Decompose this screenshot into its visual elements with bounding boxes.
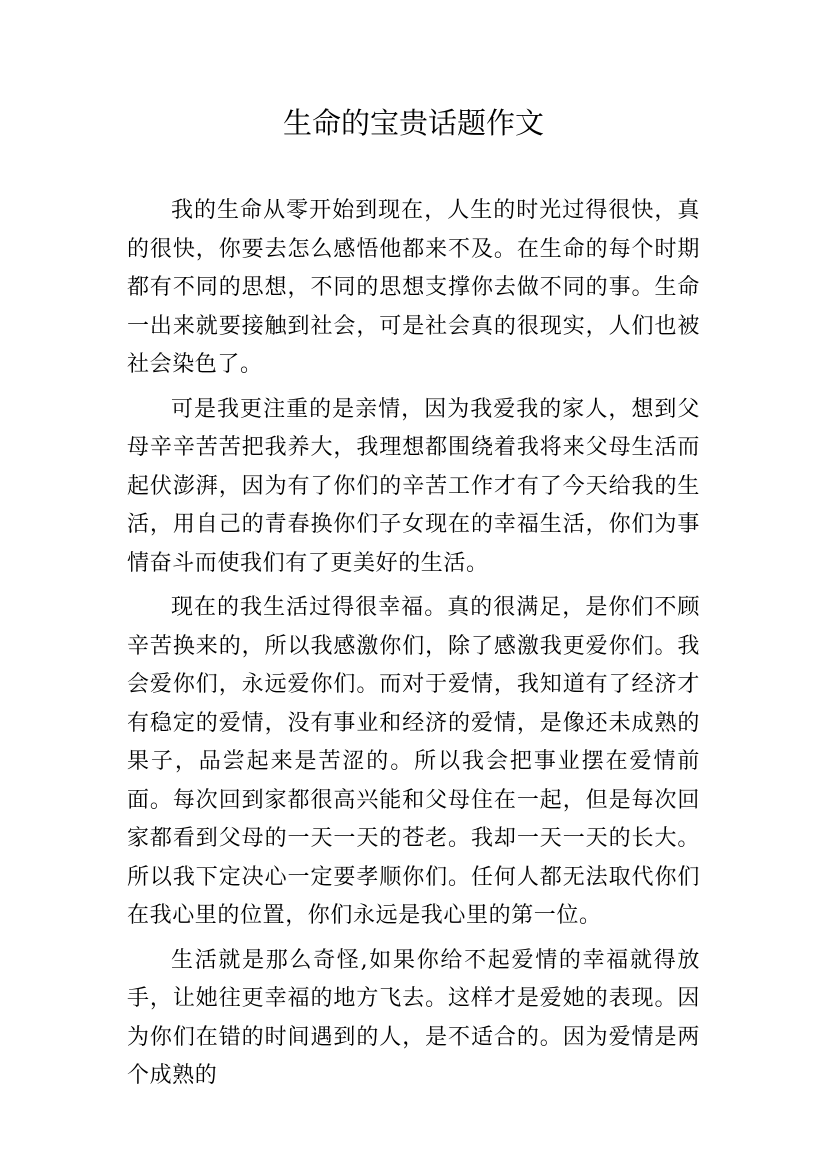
document-title: 生命的宝贵话题作文 bbox=[282, 106, 544, 140]
paragraph-4: 生活就是那么奇怪,如果你给不起爱情的幸福就得放手，让她往更幸福的地方飞去。这样才是爱她的表现。因为你们在错的时间遇到的人，是不适合的。因为爱情是两个成熟的 bbox=[127, 947, 700, 1088]
document-body bbox=[127, 192, 700, 1102]
paragraph-2: 可是我更注重的是亲情，因为我爱我的家人，想到父母辛辛苦苦把我养大，我理想都围绕着我将来父母生活而起伏澎湃，因为有了你们的辛苦工作才有了今天给我的生活，用自己的青春换你们子女现在的幸福生活，你们为事情奋斗而使我们有了更美好的生活。 bbox=[127, 396, 700, 576]
paragraph-1: 我的生命从零开始到现在，人生的时光过得很快，真的很快，你要去怎么感悟他都来不及。在生命的每个时期都有不同的思想，不同的思想支撑你去做不同的事。生命一出来就要接触到社会，可是社会真的很现实，人们也被社会染色了。 bbox=[127, 198, 700, 377]
paragraph-3: 现在的我生活过得很幸福。真的很满足，是你们不顾辛苦换来的，所以我感激你们，除了感激我更爱你们。我会爱你们，永远爱你们。而对于爱情，我知道有了经济才有稳定的爱情，没有事业和经济的爱情，是像还未成熟的果子，品尝起来是苦涩的。所以我会把事业摆在爱情前面。每次回到家都很高兴能和父母住在一起，但是每次回家都看到父母的一天一天的苍老。我却一天一天的长大。所以我下定决心一定要孝顺你们。任何人都无法取代你们在我心里的位置，你们永远是我心里的第一位。 bbox=[127, 595, 700, 928]
